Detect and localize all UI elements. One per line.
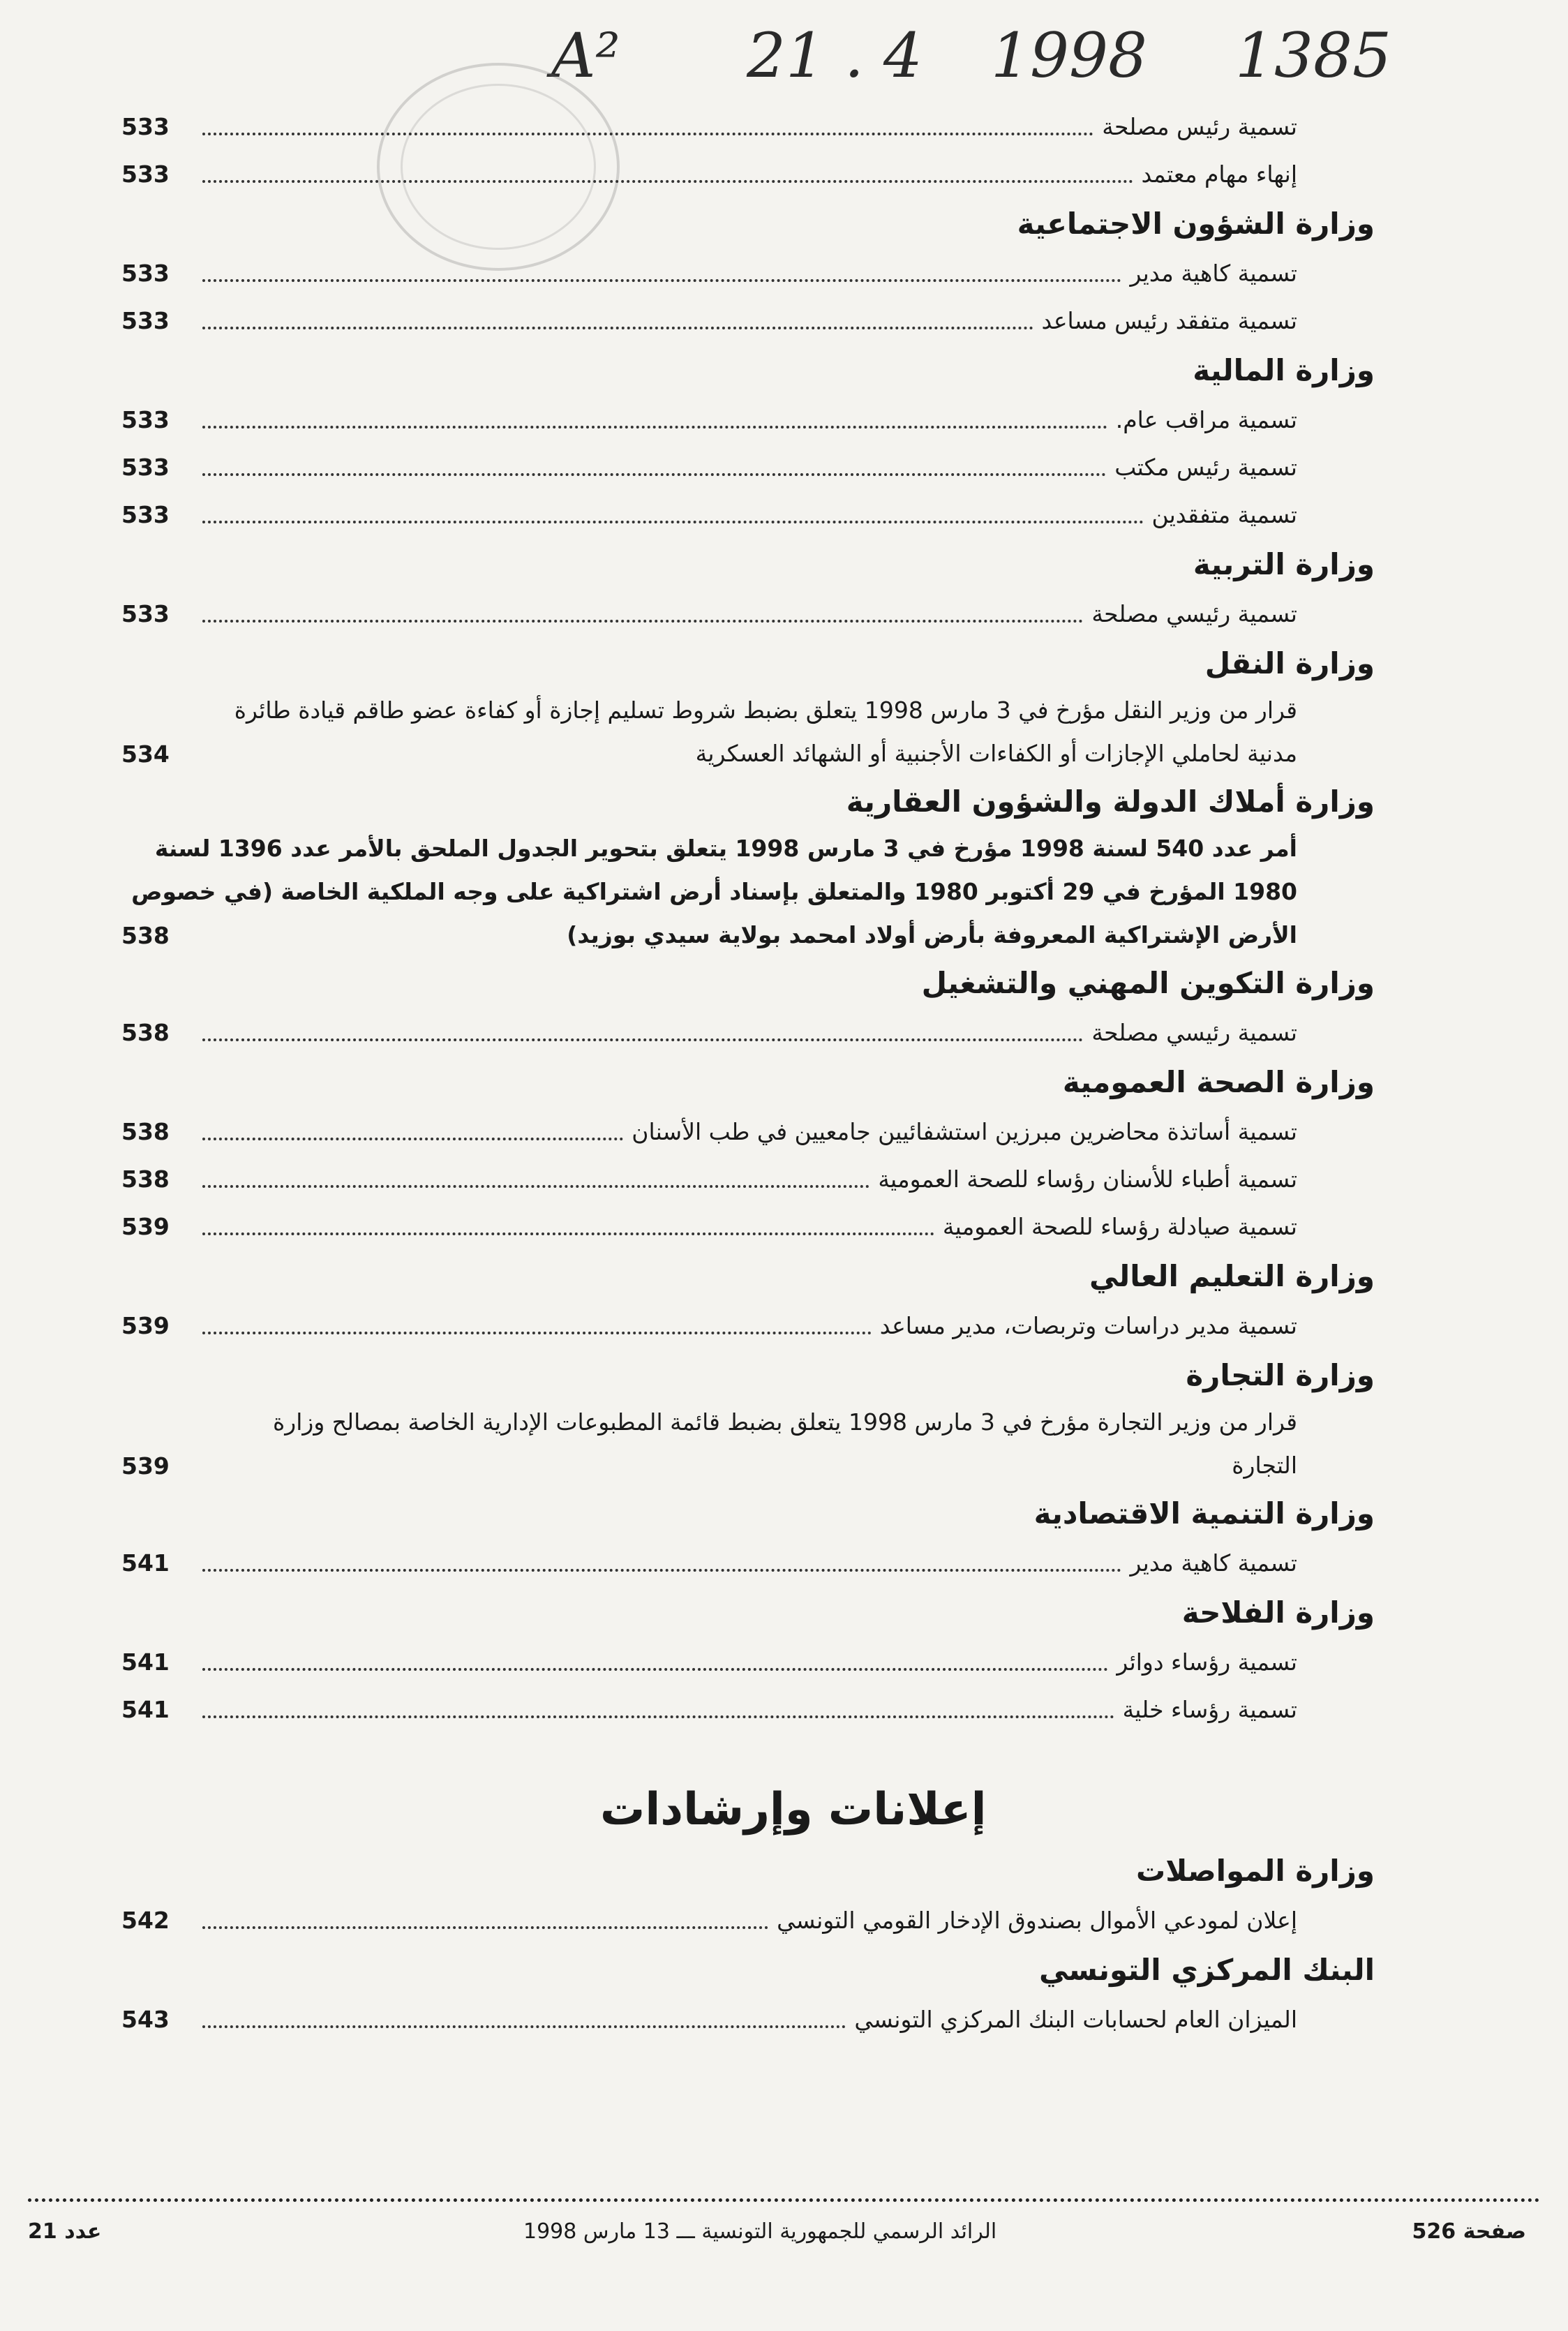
leader-dots — [202, 1332, 872, 1334]
leader-dots — [202, 1185, 869, 1188]
toc-entry-multiline[interactable] — [0, 829, 1568, 959]
section-title — [0, 1062, 1568, 1110]
page-number: 533 — [121, 260, 170, 287]
entry-text-line: الأرض الإشتراكية المعروفة بأرض أولاد امحمد بولاية سيدي بوزيد) — [567, 921, 1297, 948]
leader-dots — [202, 1232, 934, 1235]
section-title-text: وزارة التعليم العالي — [1089, 1259, 1375, 1293]
section-title-text: وزارة التكوين المهني والتشغيل — [921, 966, 1375, 1000]
handnote-number: 1385 — [1235, 20, 1391, 91]
entry-text: تسمية رئيس مصلحة — [1102, 113, 1297, 140]
section-title-text: وزارة التنمية الاقتصادية — [1033, 1496, 1375, 1531]
entry-text-line: 1980 المؤرخ في 29 أكتوبر 1980 والمتعلق بإسناد أرض اشتراكية على وجه الملكية الخاصة (في خصوص — [131, 878, 1297, 905]
page-footer — [0, 2219, 1568, 2261]
toc-entry[interactable] — [0, 493, 1568, 540]
entry-text-line: قرار من وزير النقل مؤرخ في 3 مارس 1998 يتعلق بضبط شروط تسليم إجازة أو كفاءة عضو طاقم قيادة طائرة — [234, 697, 1297, 724]
leader-dots — [202, 1926, 768, 1929]
page-number: 538 — [121, 1019, 170, 1046]
page-number: 541 — [121, 1549, 170, 1577]
section-title — [0, 1950, 1568, 1997]
entry-text: تسمية كاهية مدير — [1130, 260, 1297, 287]
page-number: 538 — [121, 1118, 170, 1145]
entry-text-line: قرار من وزير التجارة مؤرخ في 3 مارس 1998 يتعلق بضبط قائمة المطبوعات الإدارية الخاصة بمصالح وزارة — [272, 1408, 1297, 1436]
leader-dots — [202, 1715, 1114, 1718]
entry-text: تسمية رؤساء دوائر — [1117, 1648, 1297, 1676]
toc-entry[interactable] — [0, 1011, 1568, 1058]
page-number: 543 — [121, 2006, 170, 2033]
entry-text: تسمية رئيسي مصلحة — [1091, 1019, 1297, 1046]
page-number: 541 — [121, 1696, 170, 1723]
section-title — [0, 1851, 1568, 1898]
entry-text: تسمية رئيس مكتب — [1114, 454, 1297, 481]
entry-text: الميزان العام لحسابات البنك المركزي التونسي — [854, 2006, 1297, 2033]
page-number: 533 — [121, 501, 170, 528]
page-number: 539 — [121, 1452, 170, 1480]
page-number: 533 — [121, 161, 170, 188]
entry-text: تسمية متفقدين — [1151, 501, 1297, 528]
leader-dots — [202, 180, 1133, 183]
page-number: 533 — [121, 600, 170, 627]
leader-dots — [202, 1668, 1108, 1671]
entry-text: إعلان لمودعي الأموال بصندوق الإدخار القومي التونسي — [777, 1907, 1297, 1934]
entry-text: تسمية مدير دراسات وتربصات، مدير مساعد — [879, 1312, 1297, 1339]
toc-entry[interactable] — [0, 592, 1568, 639]
entry-text: تسمية مراقب عام. — [1115, 406, 1297, 433]
section-title-text: وزارة المالية — [1193, 353, 1375, 387]
handwritten-annotation — [0, 7, 1568, 105]
entry-text-line: مدنية لحاملي الإجازات أو الكفاءات الأجنبية أو الشهائد العسكرية — [695, 740, 1297, 767]
section-title — [0, 350, 1568, 398]
toc-entry[interactable] — [0, 1157, 1568, 1205]
section-title — [0, 643, 1568, 691]
toc-entry-multiline[interactable] — [0, 1403, 1568, 1489]
entry-text: تسمية كاهية مدير — [1130, 1549, 1297, 1577]
entry-text: تسمية أطباء للأسنان رؤساء للصحة العمومية — [878, 1166, 1297, 1193]
table-of-contents — [0, 105, 1568, 2045]
toc-entry[interactable] — [0, 251, 1568, 299]
section-title — [0, 782, 1568, 829]
page-number: 538 — [121, 922, 170, 949]
section-title-text: وزارة التربية — [1193, 547, 1375, 581]
journal-title: الرائد الرسمي للجمهورية التونسية ـــ 13 مارس 1998 — [523, 2219, 997, 2244]
toc-entry[interactable] — [0, 398, 1568, 445]
toc-entry[interactable] — [0, 299, 1568, 346]
toc-entry[interactable] — [0, 152, 1568, 200]
section-title-text: وزارة المواصلات — [1135, 1854, 1375, 1888]
section-title — [0, 1494, 1568, 1541]
toc-entry[interactable] — [0, 1110, 1568, 1157]
section-title-text: البنك المركزي التونسي — [1039, 1953, 1375, 1987]
entry-text-line: أمر عدد 540 لسنة 1998 مؤرخ في 3 مارس 1998 يتعلق بتحوير الجدول الملحق بالأمر عدد 1396 لسنة — [154, 835, 1297, 862]
section-title-text: وزارة أملاك الدولة والشؤون العقارية — [846, 784, 1375, 819]
entry-text-line: التجارة — [1232, 1452, 1297, 1479]
leader-dots — [202, 426, 1107, 429]
toc-entry[interactable] — [0, 1304, 1568, 1351]
section-title — [0, 204, 1568, 251]
entry-text: تسمية رؤساء خلية — [1122, 1696, 1297, 1723]
leader-dots — [202, 279, 1121, 282]
page-label: صفحة 526 — [1412, 2219, 1526, 2244]
entry-text: تسمية صيادلة رؤساء للصحة العمومية — [942, 1213, 1297, 1240]
leader-dots — [202, 2025, 846, 2028]
section-title — [0, 1355, 1568, 1403]
footer-divider — [28, 2198, 1540, 2202]
entry-text: تسمية رئيسي مصلحة — [1091, 600, 1297, 627]
issue-number: عدد 21 — [28, 2219, 102, 2244]
handnote-date: 21 . 4 — [747, 20, 923, 91]
entry-text: تسمية أساتذة محاضرين مبرزين استشفائيين جامعيين في طب الأسنان — [632, 1118, 1297, 1145]
toc-entry[interactable] — [0, 1997, 1568, 2045]
section-title-text: وزارة النقل — [1204, 646, 1375, 680]
leader-dots — [202, 1569, 1121, 1572]
page-number: 542 — [121, 1907, 170, 1934]
page-number: 539 — [121, 1213, 170, 1240]
page-number: 533 — [121, 454, 170, 481]
section-title — [0, 544, 1568, 592]
toc-entry[interactable] — [0, 105, 1568, 152]
handnote-year: 1998 — [991, 20, 1147, 91]
entry-text: تسمية متفقد رئيس مساعد — [1041, 307, 1297, 334]
page-number: 538 — [121, 1166, 170, 1193]
leader-dots — [202, 1038, 1083, 1041]
section-title-text: وزارة التجارة — [1186, 1358, 1375, 1392]
leader-dots — [202, 620, 1083, 623]
toc-entry[interactable] — [0, 1898, 1568, 1946]
announcements-heading-text: إعلانات وإرشادات — [600, 1784, 987, 1835]
page-number: 533 — [121, 307, 170, 334]
toc-entry[interactable] — [0, 1541, 1568, 1588]
page-number: 533 — [121, 406, 170, 433]
leader-dots — [202, 1138, 623, 1140]
leader-dots — [202, 133, 1093, 135]
page-number: 541 — [121, 1648, 170, 1676]
toc-entry[interactable] — [0, 445, 1568, 493]
leader-dots — [202, 327, 1033, 329]
handnote-a: A² — [551, 20, 620, 91]
announcements-heading — [0, 1763, 1568, 1847]
leader-dots — [202, 521, 1144, 523]
section-title-text: وزارة الشؤون الاجتماعية — [1017, 207, 1375, 241]
page-number: 539 — [121, 1312, 170, 1339]
section-title — [0, 1256, 1568, 1304]
entry-text: إنهاء مهام معتمد — [1141, 161, 1297, 188]
section-title-text: وزارة الصحة العمومية — [1062, 1065, 1375, 1099]
page-number: 533 — [121, 113, 170, 140]
section-title-text: وزارة الفلاحة — [1181, 1595, 1375, 1630]
toc-entry[interactable] — [0, 1688, 1568, 1735]
toc-entry-multiline[interactable] — [0, 691, 1568, 777]
page-number: 534 — [121, 740, 170, 768]
toc-entry[interactable] — [0, 1640, 1568, 1688]
section-title — [0, 1593, 1568, 1640]
leader-dots — [202, 473, 1106, 476]
section-title — [0, 963, 1568, 1011]
toc-entry[interactable] — [0, 1205, 1568, 1252]
